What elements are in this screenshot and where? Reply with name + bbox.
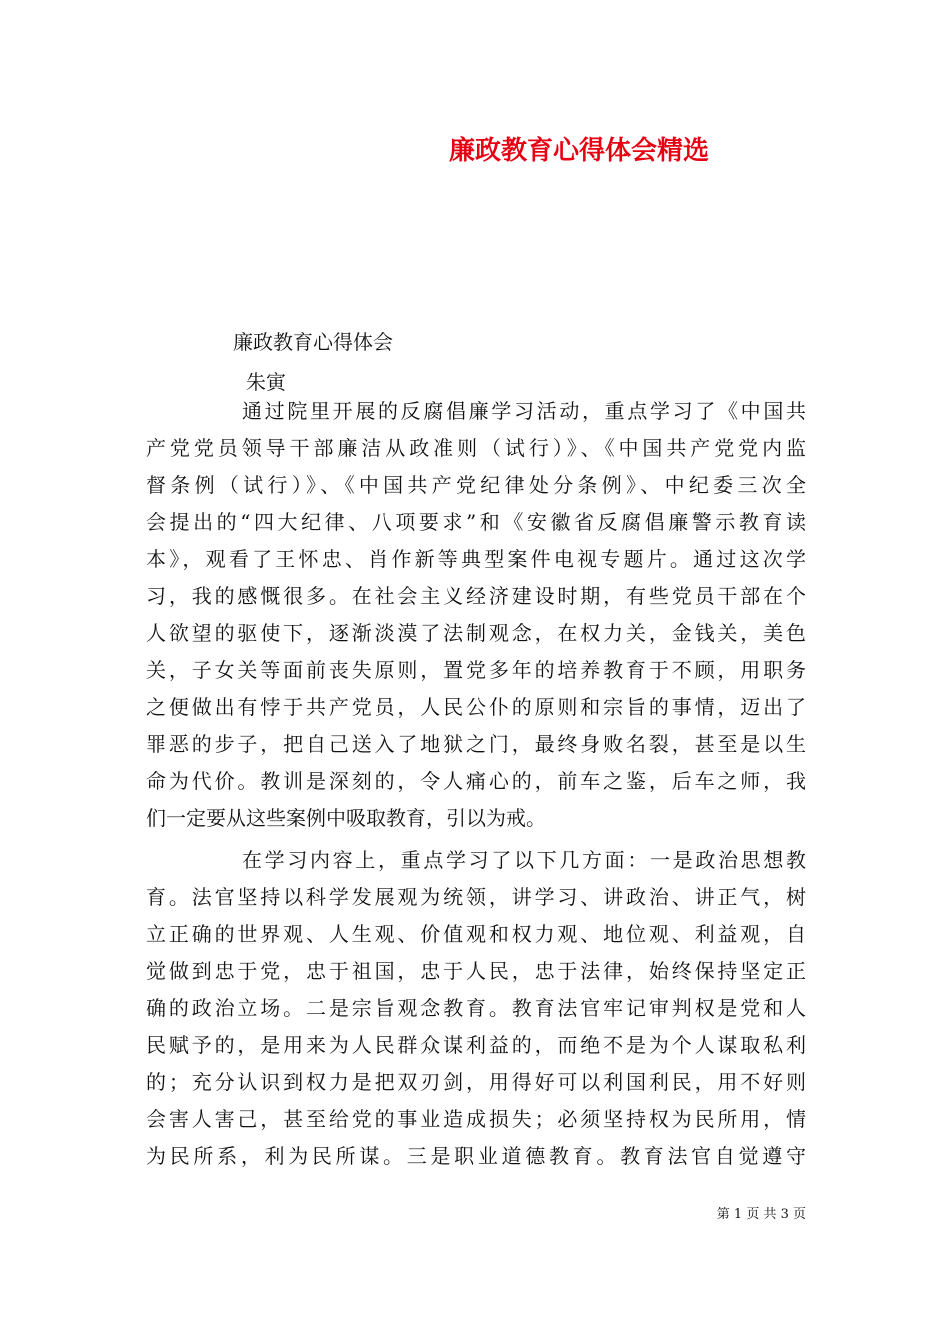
author-name: 朱寅: [246, 370, 286, 394]
page-footer: 第 1 页 共 3 页: [716, 1207, 806, 1222]
paragraph-2-line: 民赋予的，是用来为人民群众谋利益的，而绝不是为个人谋取私利: [146, 1033, 806, 1057]
paragraph-1-line: 罪恶的步子，把自己送入了地狱之门，最终身败名裂，甚至是以生: [146, 732, 806, 756]
paragraph-1-line: 们一定要从这些案例中吸取教育，引以为戒。: [146, 806, 546, 830]
paragraph-2-line: 立正确的世界观、人生观、价值观和权力观、地位观、利益观，自: [146, 922, 806, 946]
paragraph-2-line: 会害人害己，甚至给党的事业造成损失；必须坚持权为民所用，情: [146, 1107, 806, 1131]
paragraph-2-line: 的；充分认识到权力是把双刃剑，用得好可以利国利民，用不好则: [146, 1070, 806, 1094]
paragraph-1-line: 产党党员领导干部廉洁从政准则（试行）》、《中国共产党党内监: [146, 436, 806, 460]
paragraph-1-line: 会提出的“四大纪律、八项要求”和《安徽省反腐倡廉警示教育读: [146, 510, 806, 534]
section-title: 廉政教育心得体会: [233, 330, 393, 354]
paragraph-2-line: 确的政治立场。二是宗旨观念教育。教育法官牢记审判权是党和人: [146, 996, 806, 1020]
paragraph-1-line: 之便做出有悖于共产党员，人民公仆的原则和宗旨的事情，迈出了: [146, 695, 806, 719]
paragraph-1-line: 关，子女关等面前丧失原则，置党多年的培养教育于不顾，用职务: [146, 658, 806, 682]
paragraph-1-line: 命为代价。教训是深刻的，令人痛心的，前车之鉴，后车之师，我: [146, 769, 806, 793]
paragraph-1-line: 通过院里开展的反腐倡廉学习活动，重点学习了《中国共: [242, 399, 806, 423]
paragraph-1-line: 习，我的感慨很多。在社会主义经济建设时期，有些党员干部在个: [146, 584, 806, 608]
paragraph-1-line: 督条例（试行）》、《中国共产党纪律处分条例》、中纪委三次全: [146, 473, 806, 497]
paragraph-1-line: 本》，观看了王怀忠、肖作新等典型案件电视专题片。通过这次学: [146, 547, 806, 571]
paragraph-1-line: 人欲望的驱使下，逐渐淡漠了法制观念，在权力关，金钱关，美色: [146, 621, 806, 645]
paragraph-2-line: 觉做到忠于党，忠于祖国，忠于人民，忠于法律，始终保持坚定正: [146, 959, 806, 983]
paragraph-2-line: 育。法官坚持以科学发展观为统领，讲学习、讲政治、讲正气，树: [146, 885, 806, 909]
document-title: 廉政教育心得体会精选: [449, 136, 710, 166]
paragraph-2-line: 为民所系，利为民所谋。三是职业道德教育。教育法官自觉遵守: [146, 1144, 806, 1168]
paragraph-2-line: 在学习内容上，重点学习了以下几方面：一是政治思想教: [242, 848, 806, 872]
